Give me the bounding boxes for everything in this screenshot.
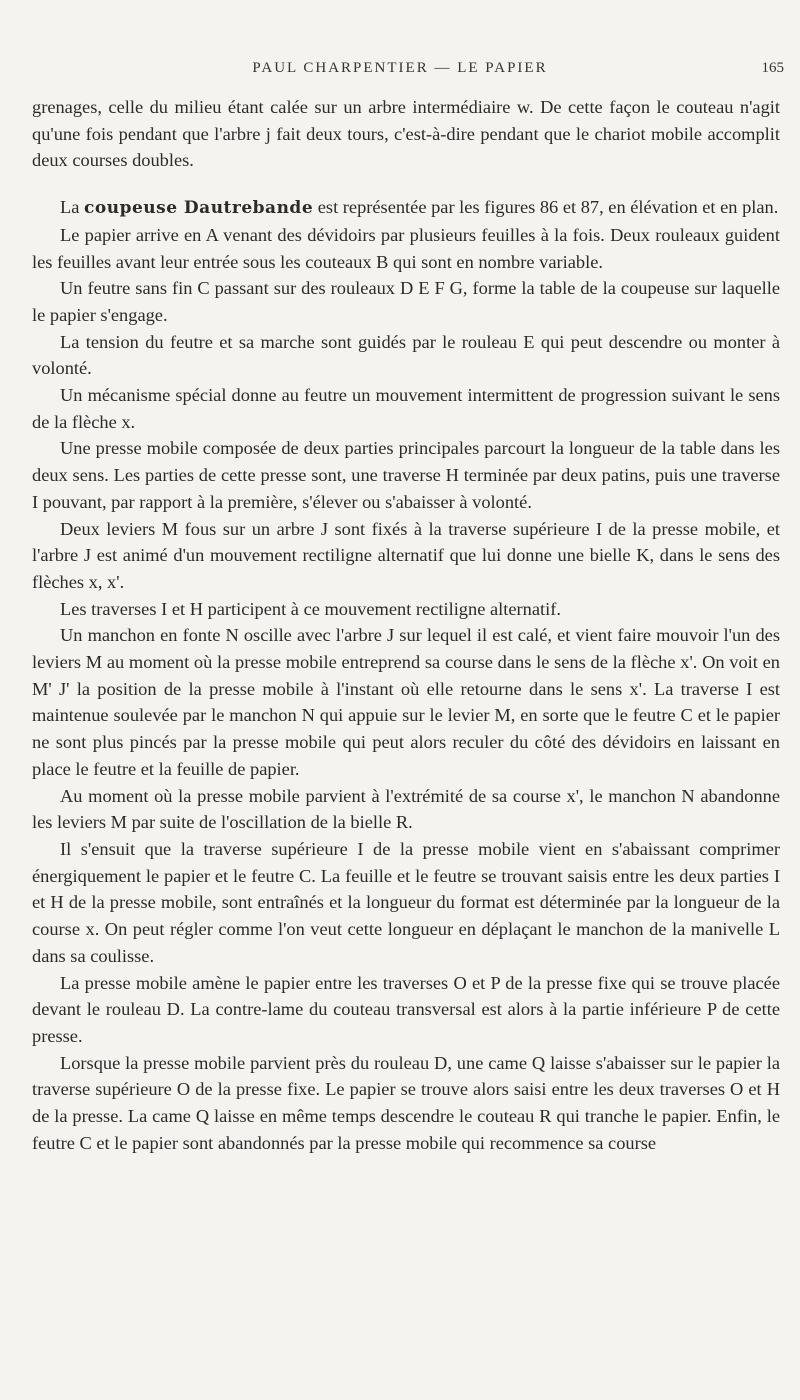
body-text <box>32 94 780 1156</box>
paragraph: Un feutre sans fin C passant sur des rouleaux D E F G, forme la table de la coupeuse sur laquelle le papier s'engage. <box>32 278 780 325</box>
paragraph: grenages, celle du milieu étant calée sur un arbre intermédiaire w. De cette façon le couteau n'agit qu'une fois pendant que l'arbre j fait deux tours, c'est-à-dire pendant que le chariot mobile accomplit deux courses doubles. <box>32 97 780 171</box>
paragraph: Une presse mobile composée de deux parties principales parcourt la longueur de la table dans les deux sens. Les parties de cette presse sont, une traverse H terminée par deux patins, puis une traverse I pouvant, par rapport à la première, s'élever ou s'abaisser à volonté. <box>32 438 780 512</box>
paragraph: La tension du feutre et sa marche sont guidés par le rouleau E qui peut descendre ou monter à volonté. <box>32 331 780 379</box>
paragraph: Lorsque la presse mobile parvient près du rouleau D, une came Q laisse s'abaisser sur le papier la traverse supérieure O de la presse fixe. Le papier se trouve alors saisi entre les deux traverses O et H de la presse. La came Q laisse en même temps descendre le couteau R qui tranche le papier. Enfin, le feutre C et le papier sont abandonnés par la presse mobile qui recommence sa course <box>32 1052 780 1153</box>
paragraph: Le papier arrive en A venant des dévidoirs par plusieurs feuilles à la fois. Deux rouleaux guident les feuilles avant leur entrée sous les couteaux B qui sont en nombre variable. <box>32 224 780 272</box>
running-title: PAUL CHARPENTIER — LE PAPIER <box>252 60 548 76</box>
paragraph: Un mécanisme spécial donne au feutre un mouvement intermittent de progression suivant le sens de la flèche x. <box>32 385 780 432</box>
paragraph: Les traverses I et H participent à ce mouvement rectiligne alternatif. <box>60 598 561 619</box>
paragraph: La presse mobile amène le papier entre les traverses O et P de la presse fixe qui se trouve placée devant le rouleau D. La contre-lame du couteau transversal est alors à la partie inférieure P de cette presse. <box>32 972 780 1046</box>
paragraph: Deux leviers M fous sur un arbre J sont fixés à la traverse supérieure I de la presse mobile, et l'arbre J est animé d'un mouvement rectiligne alternatif que lui donne une bielle K, dans le sens des flèches x, x'. <box>32 518 780 592</box>
paragraph-section-heading <box>32 194 780 222</box>
page-number: 165 <box>761 60 784 76</box>
paragraph: Un manchon en fonte N oscille avec l'arbre J sur lequel il est calé, et vient faire mouvoir l'un des leviers M au moment où la presse mobile entreprend sa course dans le sens de la flèche x'. On voit en M' J' la position de la presse mobile à l'instant où elle retourne dans le sens x'. La traverse I est maintenue soulevée par le manchon N qui appuie sur le levier M, en sorte que le feutre C et le papier ne sont plus pincés par la presse mobile qui peut alors reculer du côté des dévidoirs en laissant en place le feutre et la feuille de papier. <box>32 625 780 779</box>
paragraph: Il s'ensuit que la traverse supérieure I de la presse mobile vient en s'abaissant comprimer énergiquement le papier et le feutre C. La feuille et le feutre se trouvant saisis entre les deux parties I et H de la presse mobile, sont entraînés et la longueur du format est déterminée par la longueur de la course x. On peut régler comme l'on veut cette longueur en déplaçant le manchon de la manivelle L dans sa coulisse. <box>32 838 780 966</box>
paragraph-rest: est représentée par les figures 86 et 87, en élévation et en plan. <box>317 197 779 218</box>
paragraph: Au moment où la presse mobile parvient à l'extrémité de sa course x', le manchon N abandonne les leviers M par suite de l'oscillation de la bielle R. <box>32 785 780 833</box>
running-head <box>0 60 800 84</box>
paragraph-prefix: La <box>60 197 80 218</box>
machine-name-emphasis: coupeuse Dautrebande <box>84 198 314 219</box>
